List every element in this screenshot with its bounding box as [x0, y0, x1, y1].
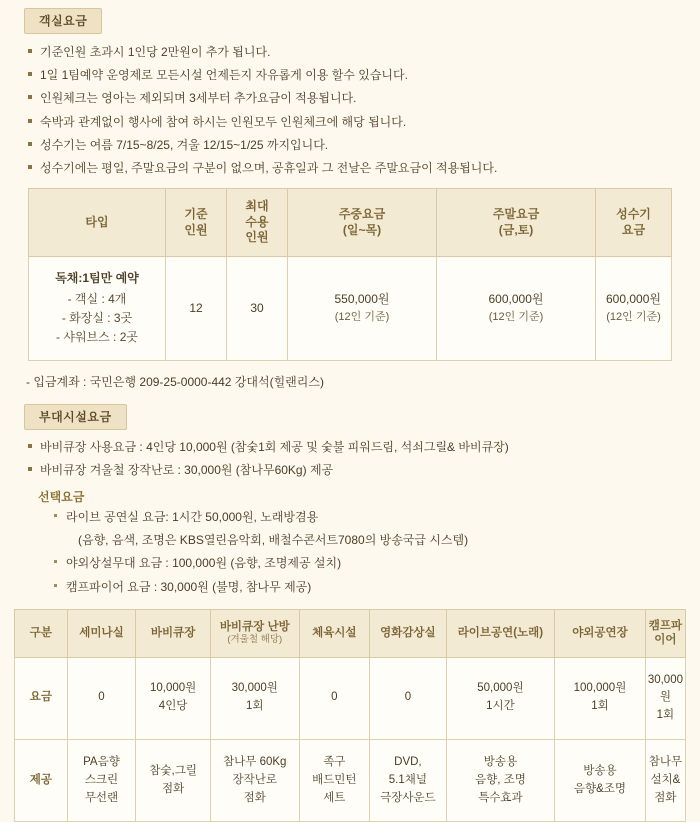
- peak-price-value: 600,000원: [606, 291, 661, 306]
- option-price-subheading: 선택요금: [38, 490, 85, 505]
- facility-section-header-wrap: [0, 404, 700, 430]
- cell-provided-campfire-line2: 설치&점화: [650, 773, 681, 804]
- cell-fee-bbq: [136, 657, 211, 739]
- column-header-max-people: [227, 189, 288, 257]
- column-header-peak-line1: 성수기: [616, 206, 651, 221]
- cell-fee-bbq-line1: 10,000원: [149, 682, 197, 695]
- cell-fee-seminar: [67, 657, 136, 739]
- column-header-bbq-heating-label: 바비큐장 난방: [219, 621, 290, 634]
- list-item: 바비큐장 사용요금 : 4인당 10,000원 (참숯1회 제공 및 숯불 피워드림, 석쇠그릴& 바비큐장): [28, 439, 700, 455]
- list-item: (음향, 음색, 조명은 KBS열린음악회, 배철수콘서트7080의 방송국급 시스템): [78, 533, 469, 548]
- cell-provided-campfire: [645, 739, 685, 821]
- column-header-weekend-line1: 주말요금: [492, 206, 540, 221]
- cell-provided-seminar: [67, 739, 136, 821]
- table-row: [15, 739, 686, 821]
- list-item: 바비큐장 겨울철 장작난로 : 30,000원 (참나무60Kg) 제공: [28, 462, 700, 478]
- table-row: [29, 256, 672, 360]
- column-header-type: [29, 189, 166, 257]
- room-type-title: 독채:1팀만 예약: [55, 270, 139, 285]
- column-header-cinema-label: 영화감상실: [380, 626, 436, 639]
- list-item: 성수기에는 평일, 주말요금의 구분이 없으며, 공휴일과 그 전날은 주말요금이 적용됩니다.: [28, 160, 700, 176]
- column-header-base-people-line2: 인원: [184, 222, 208, 237]
- cell-provided-live-line3: 특수효과: [478, 791, 523, 804]
- column-header-bbq-heating-note: (겨울철 해당): [227, 634, 283, 646]
- column-header-weekday-line1: 주중요금: [338, 206, 386, 221]
- column-header-outdoor-stage-label: 야외공연장: [572, 626, 628, 639]
- list-item: 성수기는 여름 7/15~8/25, 겨울 12/15~1/25 까지입니다.: [28, 137, 700, 153]
- room-notes-list: [0, 44, 700, 176]
- cell-provided-bbq-heating: [210, 739, 299, 821]
- weekday-price-value: 550,000원: [334, 291, 390, 306]
- room-type-line-3: - 샤워브스 : 2곳: [56, 330, 138, 345]
- cell-provided-cinema: [370, 739, 447, 821]
- weekend-price-note: (12인 기준): [488, 311, 544, 324]
- cell-fee-bbq-heating-line1: 30,000원: [231, 682, 278, 695]
- cell-provided-live-line2: 음향, 조명: [475, 773, 526, 786]
- cell-fee-sports: [299, 657, 370, 739]
- room-type-line-2: - 화장실 : 3곳: [61, 311, 133, 326]
- room-price-table: [28, 188, 672, 361]
- cell-fee-outdoor-stage-line2: 1회: [591, 700, 609, 713]
- column-header-base-people-line1: 기준: [184, 206, 208, 221]
- column-header-weekday-line2: (일~목): [342, 222, 382, 237]
- cell-fee-outdoor-stage: [555, 657, 646, 739]
- weekend-price-value: 600,000원: [488, 291, 544, 306]
- cell-fee-bbq-line2: 4인당: [158, 700, 188, 713]
- cell-base-people: 12: [166, 256, 227, 360]
- row-header-provided: 제공: [15, 739, 68, 821]
- column-header-sports: [299, 609, 370, 657]
- cell-provided-outdoor-stage-line1: 방송용: [583, 764, 617, 777]
- column-header-campfire-label: 캠프파이어: [648, 619, 683, 647]
- facility-section-heading: 부대시설요금: [24, 404, 127, 430]
- column-header-live-label: 라이브공연(노래): [457, 626, 544, 639]
- column-header-bbq-label: 바비큐장: [150, 626, 196, 639]
- cell-provided-bbq-line2: 점화: [162, 782, 185, 795]
- cell-fee-bbq-heating: [210, 657, 299, 739]
- cell-fee-live-line2: 1시간: [486, 700, 515, 713]
- peak-price-note: (12인 기준): [606, 311, 661, 324]
- column-header-seminar: [67, 609, 136, 657]
- cell-provided-live: [446, 739, 554, 821]
- column-header-bbq-heating: [210, 609, 299, 657]
- cell-fee-bbq-heating-line2: 1회: [246, 700, 264, 713]
- bank-account-info: - 입금계좌 : 국민은행 209-25-0000-442 강대석(힐랜리스): [26, 374, 324, 389]
- column-header-outdoor-stage: [555, 609, 646, 657]
- column-header-weekend: [437, 189, 596, 257]
- cell-provided-bbq-heating-line1: 참나무 60Kg: [223, 755, 287, 768]
- column-header-weekend-line2: (금,토): [498, 222, 534, 237]
- column-header-division: [15, 609, 68, 657]
- cell-provided-bbq-line1: 참숯,그릴: [149, 764, 197, 777]
- cell-weekday-price: [288, 256, 437, 360]
- list-item: 라이브 공연실 요금: 1시간 50,000원, 노래방겸용: [48, 509, 700, 525]
- column-header-base-people: [166, 189, 227, 257]
- cell-provided-sports-line3: 세트: [323, 791, 346, 804]
- cell-provided-seminar-line1: PA음향: [83, 755, 120, 768]
- list-item: 기준인원 초과시 1인당 2만원이 추가 됩니다.: [28, 44, 700, 60]
- cell-provided-outdoor-stage-line2: 음향&조명: [573, 782, 627, 795]
- cell-fee-campfire: [645, 657, 685, 739]
- cell-provided-cinema-line3: 극장사운드: [380, 791, 436, 804]
- room-type-line-1: - 객실 : 4개: [67, 292, 127, 307]
- list-item: 인원체크는 영아는 제외되며 3세부터 추가요금이 적용됩니다.: [28, 90, 700, 106]
- cell-provided-seminar-line3: 무선랜: [84, 791, 119, 804]
- cell-provided-outdoor-stage: [555, 739, 646, 821]
- table-row: [15, 657, 686, 739]
- facility-notes-list: [0, 439, 700, 478]
- cell-fee-live-line1: 50,000원: [477, 682, 524, 695]
- cell-fee-campfire-line1: 30,000원: [647, 673, 683, 704]
- cell-fee-cinema-line1: 0: [404, 691, 412, 704]
- cell-provided-campfire-line1: 참나무: [648, 755, 683, 768]
- cell-provided-cinema-line1: DVD,: [394, 755, 422, 768]
- cell-provided-live-line1: 방송용: [483, 755, 518, 768]
- facility-option-list: [0, 509, 700, 595]
- column-header-peak-line2: 요금: [621, 222, 646, 237]
- cell-provided-bbq-heating-line2: 장작난로: [232, 773, 277, 786]
- list-item: 1일 1팀예약 운영제로 모든시설 언제든지 자유롭게 이용 할수 있습니다.: [28, 67, 700, 83]
- cell-provided-sports-line1: 족구: [323, 755, 346, 768]
- cell-provided-sports: [299, 739, 370, 821]
- cell-fee-cinema: [370, 657, 447, 739]
- row-header-fee: 요금: [15, 657, 68, 739]
- column-header-live: [446, 609, 554, 657]
- column-header-division-label: 구분: [29, 626, 52, 639]
- cell-fee-campfire-line2: 1회: [656, 709, 675, 722]
- column-header-max-people-line3: 인원: [245, 230, 269, 245]
- cell-weekend-price: [437, 256, 596, 360]
- cell-fee-live: [446, 657, 554, 739]
- column-header-weekday: [288, 189, 437, 257]
- cell-provided-cinema-line2: 5.1채널: [388, 773, 427, 786]
- cell-provided-bbq-heating-line3: 점화: [243, 791, 266, 804]
- cell-peak-price: [596, 256, 672, 360]
- column-header-campfire: [645, 609, 685, 657]
- cell-fee-outdoor-stage-line1: 100,000원: [573, 682, 627, 695]
- cell-fee-sports-line1: 0: [331, 691, 338, 704]
- column-header-peak: [596, 189, 672, 257]
- list-item: 캠프파이어 요금 : 30,000원 (불명, 참나무 제공): [48, 579, 700, 595]
- column-header-type-label: 타입: [85, 214, 109, 229]
- cell-max-people: 30: [227, 256, 288, 360]
- cell-provided-bbq: [136, 739, 211, 821]
- column-header-seminar-label: 세미나실: [79, 626, 124, 639]
- list-item: 야외상설무대 요금 : 100,000원 (음향, 조명제공 설치): [48, 555, 700, 571]
- column-header-max-people-line2: 수용: [245, 214, 269, 229]
- cell-room-type: [29, 256, 166, 360]
- table-header-row: [15, 609, 686, 657]
- cell-fee-seminar-line1: 0: [98, 691, 105, 704]
- table-header-row: [29, 189, 672, 257]
- room-section-header-wrap: [0, 0, 700, 34]
- column-header-sports-label: 체육시설: [312, 626, 357, 639]
- room-section-heading: 객실요금: [24, 8, 102, 34]
- list-item: 숙박과 관계없이 행사에 참여 하시는 인원모두 인원체크에 해당 됩니다.: [28, 114, 700, 130]
- cell-provided-sports-line2: 배드민턴: [312, 773, 357, 786]
- weekday-price-note: (12인 기준): [334, 311, 390, 324]
- column-header-cinema: [370, 609, 447, 657]
- column-header-max-people-line1: 최대: [245, 199, 269, 214]
- facility-price-table: [14, 609, 686, 822]
- column-header-bbq: [136, 609, 211, 657]
- cell-provided-seminar-line2: 스크린: [84, 773, 119, 786]
